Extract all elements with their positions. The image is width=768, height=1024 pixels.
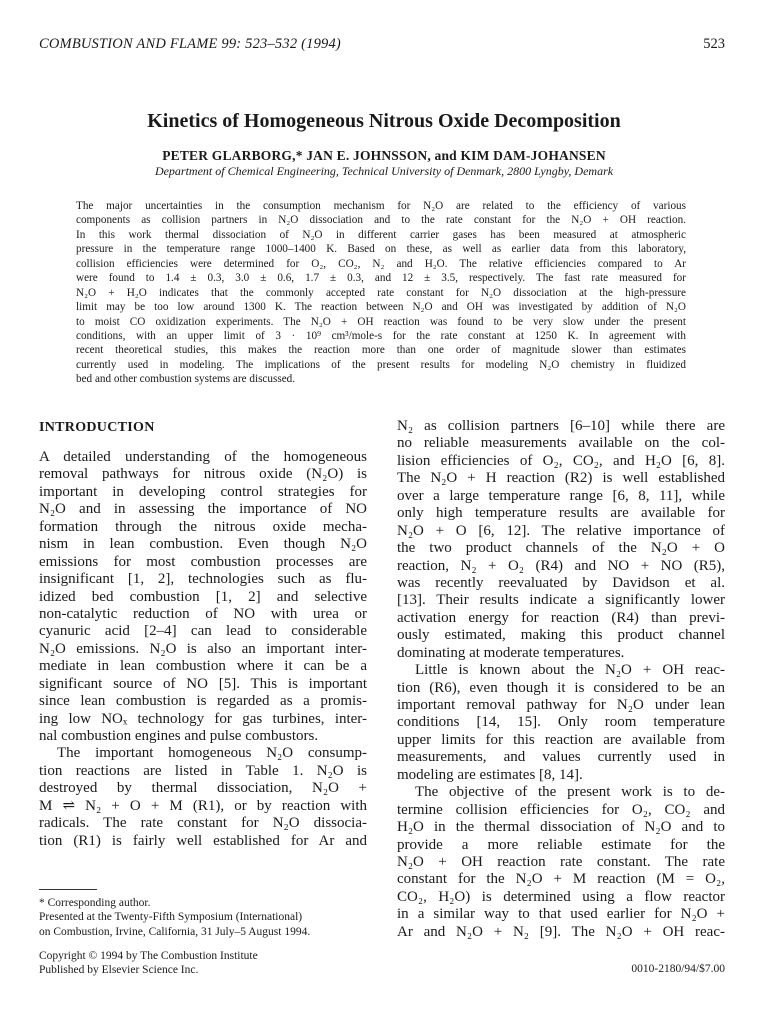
- body-line: M ⇌ N₂ + O + M (R1), or by reaction with: [39, 797, 367, 814]
- body-line: was recently reevaluated by Davidson et al.: [397, 574, 725, 591]
- body-line: removal pathways for nitrous oxide (N₂O) is: [39, 466, 367, 483]
- abstract-line: pressure in the temperature range 1000–1400 K. Based on these, as well as earlier data from this laboratory,: [76, 243, 686, 256]
- footnote-corresponding: * Corresponding author.: [39, 897, 151, 909]
- body-line: radicals. The rate constant for N₂O dissocia-: [39, 815, 367, 832]
- body-line: non-catalytic reduction of NO with urea or: [39, 605, 367, 622]
- body-line: since lean combustion is regarded as a promis-: [39, 693, 367, 710]
- abstract-line: currently used in modeling. The implications of the present results for modeling N₂O chemistry in fluidized: [76, 358, 686, 371]
- body-line: measurements, and values currently used in: [397, 749, 725, 766]
- body-line: idized bed combustion [1, 2] and selective: [39, 588, 367, 605]
- left-column: [39, 449, 367, 850]
- body-line: N₂O emissions. N₂O is also an important inter-: [39, 640, 367, 657]
- abstract-line: recent theoretical studies, this makes the reaction more than one order of magnitude slower than estimates: [76, 344, 686, 357]
- body-line: formation through the nitrous oxide mecha-: [39, 518, 367, 535]
- body-line: important in developing control strategies for: [39, 483, 367, 500]
- body-line: nal combustion engines and pulse combustors.: [39, 728, 319, 744]
- body-line: reaction, N₂ + O₂ (R4) and NO + NO (R5),: [397, 557, 725, 574]
- section-heading: INTRODUCTION: [39, 420, 155, 435]
- body-line: no reliable measurements available on the col-: [397, 435, 725, 452]
- body-line: H₂O in the thermal dissociation of N₂O and to: [397, 819, 725, 836]
- body-line: Little is known about the N₂O + OH reac-: [415, 662, 725, 679]
- issn-code: 0010-2180/94/$7.00: [631, 963, 725, 975]
- abstract-line: In this work thermal dissociation of N₂O in different carrier gases has been measured at atmospheric: [76, 228, 686, 241]
- abstract-line: N₂O + H₂O indicates that the commonly accepted rate constant for N₂O dissociation at the high-pressure: [76, 286, 686, 299]
- body-line: N₂O + O [6, 12]. The relative importance of: [397, 522, 725, 539]
- body-line: in a similar way to that used earlier for N₂O +: [397, 906, 725, 923]
- body-line: [13]. Their results indicate a significantly lower: [397, 592, 725, 609]
- footnote-presented-cont: on Combustion, Irvine, California, 31 July–5 August 1994.: [39, 926, 311, 938]
- body-line: activation energy for reaction (R4) than previ-: [397, 609, 725, 626]
- body-line: over a large temperature range [6, 8, 11], while: [397, 487, 725, 504]
- body-line: CO₂, H₂O) is determined using a flow reactor: [397, 888, 725, 905]
- body-line: the two product channels of the N₂O + O: [397, 540, 725, 557]
- abstract-line: collision efficiencies were determined for O₂, CO₂, N₂ and H₂O. The relative efficiencies compared to Ar: [76, 257, 686, 270]
- copyright-notice: Copyright © 1994 by The Combustion Institute: [39, 950, 258, 962]
- right-column: [397, 418, 725, 941]
- paper-title: Kinetics of Homogeneous Nitrous Oxide Decomposition: [147, 110, 621, 132]
- body-line: ously estimated, making this product channel: [397, 627, 725, 644]
- body-line: provide a more reliable estimate for the: [397, 836, 725, 853]
- author-list: PETER GLARBORG,* JAN E. JOHNSSON, and KIM DAM-JOHANSEN: [162, 148, 606, 163]
- body-line: tion reactions are listed in Table 1. N₂O is: [39, 762, 367, 779]
- footnote-rule: [39, 889, 97, 890]
- body-line: important removal pathway for N₂O under lean: [397, 697, 725, 713]
- body-line: N₂O + OH reaction rate constant. The rate: [397, 853, 725, 870]
- body-line: emissions for most combustion processes are: [39, 553, 367, 570]
- body-line: cyanuric acid [2–4] can lead to considerable: [39, 623, 367, 640]
- abstract-line: to moist CO oxidization experiments. The N₂O + OH reaction was found to be very slow under the present: [76, 315, 686, 328]
- journal-citation: COMBUSTION AND FLAME 99: 523–532 (1994): [39, 36, 341, 52]
- affiliation: Department of Chemical Engineering, Technical University of Denmark, 2800 Lyngby, Demark: [154, 164, 614, 178]
- body-line: significant source of NO [5]. This is important: [39, 675, 367, 692]
- body-line: tion (R6), even though it is considered to be an: [397, 679, 725, 696]
- body-line: Ar and N₂O + N₂ [9]. The N₂O + OH reac-: [397, 923, 725, 940]
- body-line: The important homogeneous N₂O consump-: [57, 745, 367, 762]
- body-line: conditions [14, 15]. Only room temperature: [397, 714, 725, 731]
- body-line: termine collision efficiencies for O₂, CO₂ and: [397, 801, 725, 818]
- page-number: 523: [703, 36, 725, 52]
- body-line: The N₂O + H reaction (R2) is well established: [397, 470, 725, 487]
- body-line: N₂O and in assessing the importance of NO: [39, 501, 367, 518]
- abstract-line: conditions, with an upper limit of 3 · 10⁹ cm³/mole-s for the rate constant at 1250 K. In agreement with: [76, 329, 686, 342]
- body-line: mediate in lean combustion where it can be a: [39, 658, 367, 675]
- body-line: insignificant [1, 2], technologies such as flu-: [39, 571, 367, 588]
- body-line: upper limits for this reaction are available from: [397, 731, 725, 748]
- abstract-line: were found to 1.4 ± 0.3, 3.0 ± 0.6, 1.7 ± 0.3, and 12 ± 3.5, respectively. The fast rate measured for: [76, 272, 686, 285]
- body-line: dominating at moderate temperatures.: [397, 644, 625, 661]
- abstract-line: bed and other combustion systems are discussed.: [76, 373, 296, 386]
- body-line: A detailed understanding of the homogeneous: [39, 449, 367, 465]
- body-line: lision efficiencies of O₂, CO₂, and H₂O [6, 8].: [397, 452, 725, 469]
- body-line: destroyed by thermal dissociation, N₂O +: [39, 780, 367, 797]
- footnote-presented: Presented at the Twenty-Fifth Symposium (International): [39, 911, 303, 923]
- body-line: tion (R1) is fairly well established for Ar and: [39, 832, 367, 849]
- abstract-line: The major uncertainties in the consumption mechanism for N₂O are related to the efficiency of various: [76, 200, 686, 212]
- body-line: nism in lean combustion. Even though N₂O: [39, 536, 367, 553]
- running-head: [39, 36, 725, 56]
- abstract-line: limit may be too low around 1300 K. The reaction between N₂O and OH was investigated by addition of N₂O: [76, 301, 686, 314]
- body-line: only high temperature results are available for: [397, 505, 725, 522]
- body-line: constant for the N₂O + M reaction (M = O₂,: [397, 871, 725, 888]
- body-line: N₂ as collision partners [6–10] while there are: [397, 418, 725, 434]
- abstract-line: components as collision partners in N₂O dissociation and to the rate constant for the N₂O + OH reaction.: [76, 214, 686, 227]
- body-line: ing low NOₓ technology for gas turbines, inter-: [39, 710, 367, 727]
- body-line: The objective of the present work is to de-: [415, 784, 725, 801]
- body-line: modeling are estimates [8, 14].: [397, 766, 583, 783]
- abstract: [76, 199, 686, 387]
- publisher-line: Published by Elsevier Science Inc.: [39, 964, 199, 976]
